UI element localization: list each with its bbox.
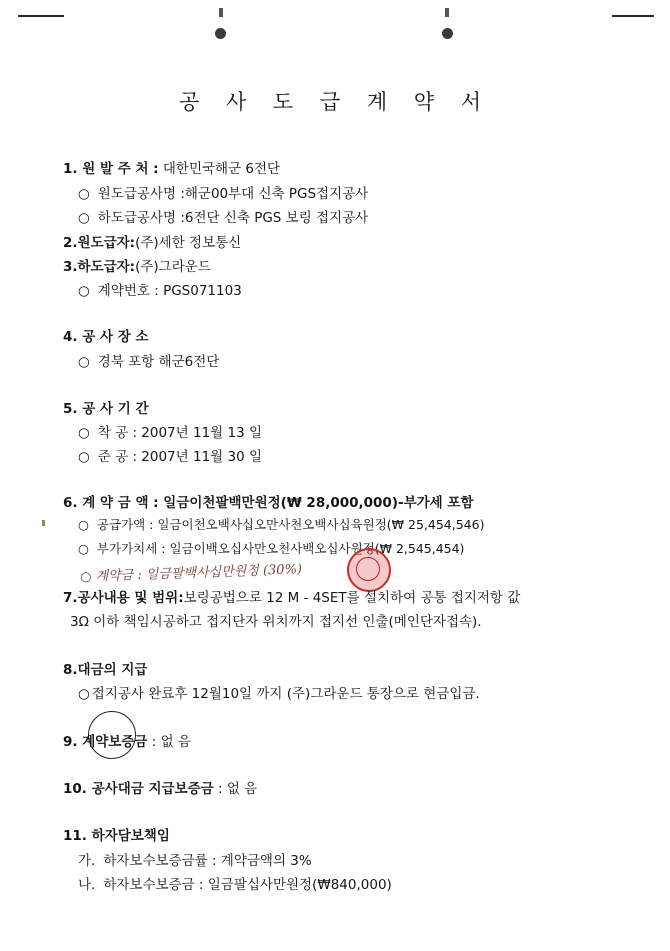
scan-edge-line-right	[612, 15, 654, 17]
bullet-circle: ○	[78, 283, 90, 299]
period-heading: 5. 공 사 기 간	[63, 401, 149, 417]
bullet-circle: ○	[78, 517, 89, 532]
list-item	[78, 682, 480, 702]
bullet-circle: ○	[78, 425, 90, 441]
bond-value: : 없 음	[151, 734, 191, 750]
scope-label: 7.공사내용 및 범위:	[63, 590, 184, 606]
scope-line	[63, 586, 520, 606]
scan-edge-line-left	[18, 15, 64, 17]
payment-guarantee-value: : 없 음	[217, 781, 258, 797]
payment-guarantee-label: 10. 공사대금 지급보증금	[63, 781, 214, 797]
bullet-ga: 가.	[78, 853, 96, 869]
punch-hole-left	[215, 28, 226, 39]
amount-value: 일금이천팔백만원정(₩ 28,000,000)-부가세 포함	[163, 495, 474, 511]
contract-number: 계약번호 : PGS071103	[97, 283, 242, 299]
client-line	[63, 157, 280, 177]
payment-terms: 접지공사 완료후 12월10일 까지 (주)그라운드 통장으로 현금입금.	[91, 686, 480, 702]
bullet-circle: ○	[78, 686, 90, 702]
payment-heading: 8.대금의 지급	[63, 662, 148, 678]
bullet-circle: ○	[78, 449, 90, 465]
bullet-circle: ○	[78, 186, 90, 202]
list-item	[78, 445, 262, 465]
warranty-amount: 하자보수보증금 : 일금팔십사만원정(₩840,000)	[103, 877, 392, 893]
bond-label: 9. 계약보증금	[63, 734, 148, 750]
site-heading: 4. 공 사 장 소	[63, 329, 149, 345]
bullet-na: 나.	[78, 877, 96, 893]
sub-project-name: 하도급공사명 :6전단 신축 PGS 보링 접지공사	[97, 210, 369, 226]
client-value: 대한민국해군 6전단	[162, 161, 281, 177]
document-title: 공 사 도 급 계 약 서	[178, 90, 492, 114]
handwritten-deposit-note: ○ 계약금 : 일금팔백사십만원정 (30%)	[79, 562, 303, 585]
subcontractor-line	[63, 255, 211, 275]
list-item	[78, 421, 262, 441]
list-item	[78, 515, 484, 533]
prime-project-name: 원도급공사명 :해군00부대 신축 PGS접지공사	[97, 186, 369, 202]
punch-mark-left	[219, 8, 223, 17]
bullet-circle: ○	[78, 354, 90, 370]
site-location: 경북 포항 해군6전단	[97, 354, 220, 370]
prime-contractor-line	[63, 231, 241, 251]
end-date: 준 공 : 2007년 11월 30 일	[97, 449, 262, 465]
subcontractor-label: 3.하도급자:	[63, 259, 136, 275]
subcontractor-value: (주)그라운드	[135, 259, 211, 275]
bullet-circle: ○	[78, 210, 90, 226]
list-item	[78, 206, 368, 226]
scope-value: 보링공법으로 12 M - 4SET를 설치하여 공통 접지저항 값	[183, 590, 521, 606]
list-item	[78, 279, 242, 299]
prime-contractor-label: 2.원도급자:	[63, 235, 136, 251]
bullet-circle: ○	[78, 541, 89, 556]
amount-label: 6. 계 약 금 액 :	[63, 495, 159, 511]
client-label: 1. 원 발 주 처 :	[63, 161, 159, 177]
payment-guarantee-line	[63, 777, 257, 797]
list-item	[78, 182, 368, 202]
punch-mark-right	[445, 8, 449, 17]
vat-amount: 부가가치세 : 일금이백오십사만오천사백오십사원정(₩ 2,545,454)	[96, 541, 465, 556]
list-item	[78, 539, 464, 557]
punch-hole-right	[442, 28, 453, 39]
scope-line-2: 3Ω 이하 책임시공하고 접지단자 위치까지 접지선 인출(메인단자접속).	[70, 614, 482, 630]
supply-amount: 공급가액 : 일금이천오백사십오만사천오백사십육원정(₩ 25,454,546)	[96, 517, 485, 532]
amount-line	[63, 491, 474, 511]
bond-line	[63, 730, 191, 750]
start-date: 착 공 : 2007년 11월 13 일	[97, 425, 262, 441]
list-item	[78, 350, 219, 370]
warranty-heading: 11. 하자담보책임	[63, 828, 170, 844]
list-item	[78, 873, 392, 893]
warranty-rate: 하자보수보증금률 : 계약금액의 3%	[103, 853, 312, 869]
prime-contractor-value: (주)세한 정보통신	[135, 235, 242, 251]
list-item	[78, 849, 312, 869]
edge-speck	[42, 520, 45, 526]
